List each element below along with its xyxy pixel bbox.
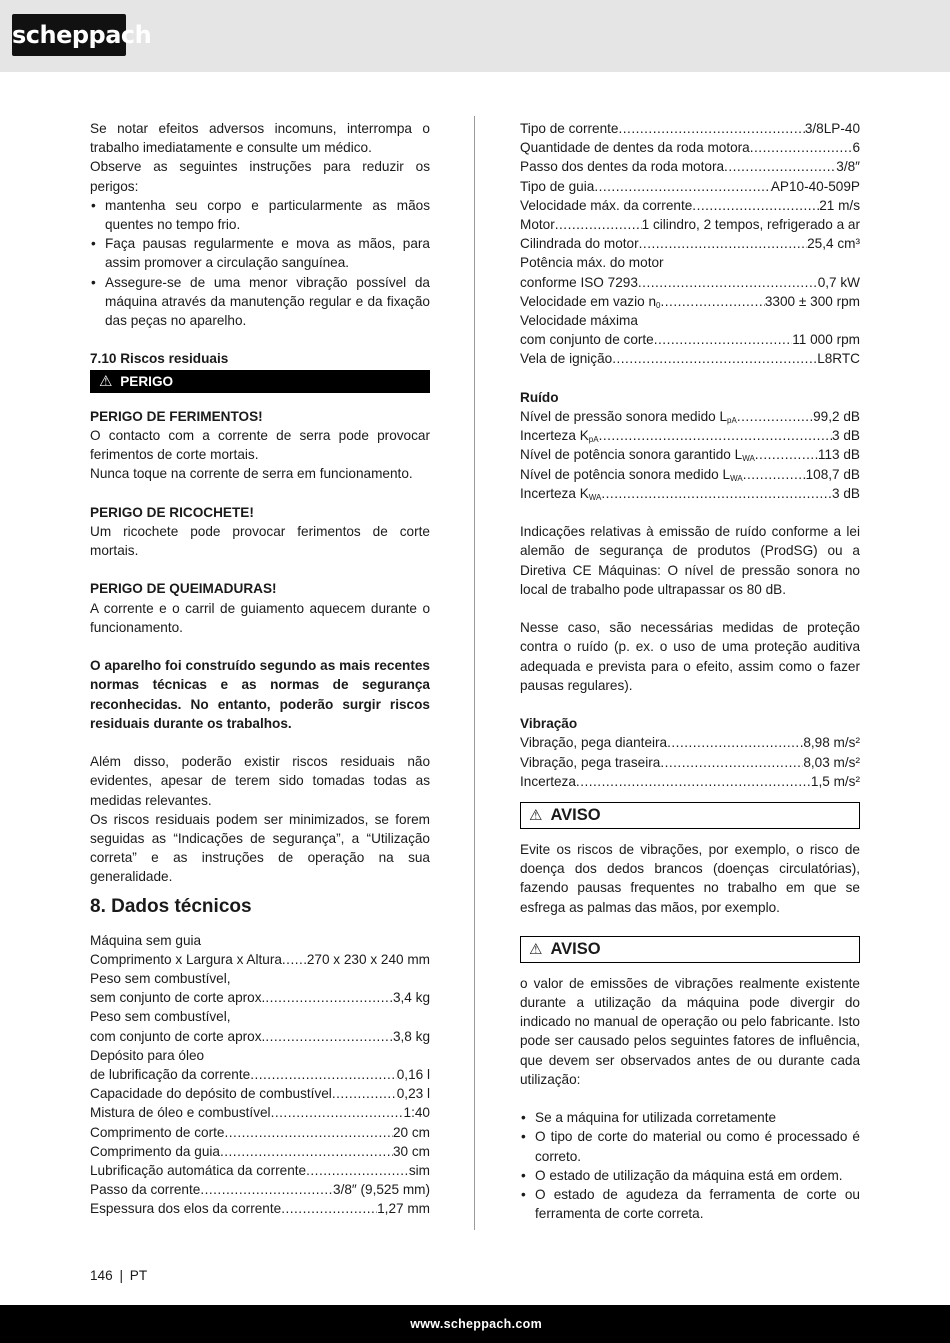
row-label: Nível de pressão sonora medido L xyxy=(520,409,728,425)
warning-label: AVISO xyxy=(550,939,601,958)
row-label: Motor xyxy=(520,217,555,233)
leader-dots xyxy=(224,1123,392,1142)
table-row xyxy=(90,1161,430,1180)
table-row xyxy=(520,157,860,176)
row-label: Incerteza xyxy=(520,773,576,789)
leader-dots xyxy=(639,234,807,253)
spec-table xyxy=(520,119,860,369)
leader-dots xyxy=(282,950,307,969)
warning-paragraph-1: Evite os riscos de vibrações, por exemplo, o risco de doença dos dedos brancos (doenças circulatórias), fazendo pausas frequentes no trabalho em que se esfrega as palmas das mãos, por exemplo. xyxy=(520,842,860,915)
row-value: sim xyxy=(408,1163,430,1179)
leader-dots xyxy=(612,349,817,368)
row-value: 21 m/s xyxy=(819,197,860,213)
noise-paragraph-2: Nesse caso, são necessárias medidas de proteção contra o ruído (p. ex. o uso de uma proteção auditiva adequada e prevista para o efeito, assim como o fazer pausas regulares). xyxy=(520,620,860,693)
row-label: Capacidade do depósito de combustível xyxy=(90,1086,332,1102)
row-value: 3/8″ (9,525 mm) xyxy=(333,1182,430,1198)
row-label: Depósito para óleo xyxy=(90,1047,205,1063)
row-label: Quantidade de dentes da roda motora xyxy=(520,140,750,156)
leader-dots xyxy=(306,1161,409,1180)
noise-heading: Ruído xyxy=(520,389,559,405)
row-value: 30 cm xyxy=(392,1143,430,1159)
row-label-subscript: pA xyxy=(588,435,599,445)
page-footer-label: 146 | PT xyxy=(90,1268,148,1283)
noise-table xyxy=(520,407,860,503)
table-row xyxy=(520,330,860,349)
table-row xyxy=(90,1065,430,1084)
table-row xyxy=(520,273,860,292)
danger-banner xyxy=(90,370,430,393)
table-row xyxy=(520,311,860,330)
row-label: Vibração, pega dianteira xyxy=(520,735,668,751)
row-label: Comprimento de corte xyxy=(90,1124,225,1140)
row-value: 3,4 kg xyxy=(392,990,430,1006)
page-number: 146 xyxy=(90,1268,113,1283)
table-row xyxy=(90,1084,430,1103)
residual-paragraph-1: Além disso, poderão existir riscos residuais não evidentes, apesar de terem sido tomadas todas as medidas relevantes. xyxy=(90,754,430,808)
burn-heading: PERIGO DE QUEIMADURAS! xyxy=(90,581,277,597)
injury-heading: PERIGO DE FERIMENTOS! xyxy=(90,408,263,424)
row-value: 8,03 m/s² xyxy=(803,754,860,770)
column-divider xyxy=(474,116,475,1230)
leader-dots xyxy=(638,273,818,292)
language-code: PT xyxy=(129,1268,148,1283)
row-value: 0,7 kW xyxy=(817,274,860,290)
row-label-subscript: WA xyxy=(742,454,755,464)
row-label: Velocidade máxima xyxy=(520,313,638,329)
row-label: Passo dos dentes da roda motora xyxy=(520,159,725,175)
row-label-subscript: WA xyxy=(730,473,743,483)
leader-dots xyxy=(601,484,832,503)
row-label: Comprimento x Largura x Altura xyxy=(90,951,282,967)
burn-paragraph: A corrente e o carril de guiamento aquecem durante o funcionamento. xyxy=(90,600,430,635)
row-value: 3/8LP-40 xyxy=(804,121,860,136)
list-item: • mantenha seu corpo e particularmente as mãos quentes no tempo frio. xyxy=(90,196,430,234)
row-value: 3,8 kg xyxy=(392,1028,430,1044)
row-label: Cilindrada do motor xyxy=(520,236,639,252)
table-row xyxy=(520,196,860,215)
row-label: Comprimento da guia xyxy=(90,1143,220,1159)
leader-dots xyxy=(755,445,818,464)
table-row xyxy=(520,234,860,253)
row-value: 108,7 dB xyxy=(805,466,860,482)
table-row xyxy=(520,349,860,368)
table-row xyxy=(90,1103,430,1122)
row-label: Vibração, pega traseira xyxy=(520,754,661,770)
table-row xyxy=(520,138,860,157)
row-label: Incerteza K xyxy=(520,485,589,501)
row-value: 113 dB xyxy=(817,447,860,463)
table-row xyxy=(520,292,860,311)
website-url: www.scheppach.com xyxy=(410,1317,542,1331)
row-label: com conjunto de corte aprox. xyxy=(90,1028,266,1044)
table-row xyxy=(520,426,860,445)
row-value: 20 cm xyxy=(392,1124,430,1140)
row-label: Incerteza K xyxy=(520,428,589,444)
row-label-subscript: WA xyxy=(588,492,602,502)
table-row xyxy=(90,1007,430,1026)
table-row xyxy=(90,1142,430,1161)
table-row xyxy=(520,484,860,503)
row-value: 0,16 l xyxy=(396,1067,430,1083)
kickback-heading: PERIGO DE RICOCHETE! xyxy=(90,504,254,520)
row-value: 99,2 dB xyxy=(813,409,860,425)
tech-subtitle: Máquina sem guia xyxy=(90,932,202,948)
row-label: Passo da corrente xyxy=(90,1182,201,1198)
table-row xyxy=(90,1123,430,1142)
table-row xyxy=(90,1180,430,1199)
row-value: 3/8″ xyxy=(836,159,860,175)
leader-dots xyxy=(743,465,806,484)
row-label: Tipo de corrente xyxy=(520,121,619,136)
residual-risks-heading: 7.10 Riscos residuais xyxy=(90,351,229,367)
intro-paragraph-2: Observe as seguintes instruções para reduzir os perigos: xyxy=(90,159,430,194)
leader-dots xyxy=(724,157,836,176)
row-value: 3 dB xyxy=(832,428,860,444)
row-label: Mistura de óleo e combustível xyxy=(90,1105,271,1121)
row-value: 3300 ± 300 rpm xyxy=(764,293,860,309)
leader-dots xyxy=(332,1084,397,1103)
row-label: Espessura dos elos da corrente xyxy=(90,1201,282,1217)
footer-bar xyxy=(0,1305,950,1343)
row-label: conforme ISO 7293 xyxy=(520,274,638,290)
row-label: Nível de potência sonora garantido L xyxy=(520,447,743,463)
vibration-table xyxy=(520,733,860,791)
noise-paragraph-1: Indicações relativas à emissão de ruído conforme a lei alemão de segurança de produtos (ProdSG) ou a Diretiva CE Máquinas: O nível de pressão sonora no local de trabalho pode ultrapassar os 80 dB. xyxy=(520,524,860,597)
table-row xyxy=(90,969,430,988)
header-bar xyxy=(0,0,950,72)
table-row xyxy=(90,1046,430,1065)
row-value: 0,23 l xyxy=(396,1086,430,1102)
tech-data-heading: 8. Dados técnicos xyxy=(90,895,252,917)
leader-dots xyxy=(281,1199,377,1218)
table-row xyxy=(520,733,860,752)
row-label: com conjunto de corte xyxy=(520,332,654,348)
injury-paragraph-2: Nunca toque na corrente de serra em funcionamento. xyxy=(90,466,413,482)
row-value: 270 x 230 x 240 mm xyxy=(306,951,430,967)
row-label: Peso sem combustível, xyxy=(90,1009,231,1025)
leader-dots xyxy=(660,753,803,772)
list-item: • O estado de utilização da máquina está em ordem. xyxy=(520,1166,860,1185)
leader-dots xyxy=(271,1103,404,1122)
row-label-subscript: 0 xyxy=(656,300,661,310)
row-value: L8RTC xyxy=(817,351,860,367)
leader-dots xyxy=(265,1027,393,1046)
table-row xyxy=(90,950,430,969)
leader-dots xyxy=(618,119,804,138)
list-item: • O tipo de corte do material ou como é processado é correto. xyxy=(520,1127,860,1165)
left-column xyxy=(90,119,430,1219)
warning-label: AVISO xyxy=(550,806,601,825)
leader-dots xyxy=(654,330,792,349)
table-row xyxy=(90,1199,430,1218)
warning-paragraph-2: o valor de emissões de vibrações realmente existente durante a utilização da máquina pode divergir do indicado no manual de operação ou pelo fabricante. Isto pode ser causado pelos seguintes fatores de influência, que devem ser observados antes de ou durante cada utilização: xyxy=(520,975,860,1087)
row-value: 11 000 rpm xyxy=(792,332,860,348)
warning-triangle-icon: ⚠ xyxy=(99,372,113,390)
row-value: 25,4 cm³ xyxy=(807,236,860,252)
leader-dots xyxy=(250,1065,397,1084)
warning-triangle-icon: ⚠ xyxy=(529,807,543,825)
leader-dots xyxy=(599,426,832,445)
row-value: 1:40 xyxy=(403,1105,430,1121)
leader-dots xyxy=(265,988,393,1007)
table-row xyxy=(520,772,860,791)
row-value: 1 cilindro, 2 tempos, refrigerado a ar xyxy=(641,217,860,233)
row-value: AP10-40-509P xyxy=(770,178,860,194)
leader-dots xyxy=(667,733,803,752)
table-row xyxy=(520,465,860,484)
intro-paragraph-1: Se notar efeitos adversos incomuns, interrompa o trabalho imediatamente e consulte um médico. xyxy=(90,121,430,156)
list-item: • Assegure-se de uma menor vibração possível da máquina através da manutenção regular e da fixação das peças no aparelho. xyxy=(90,273,430,331)
table-row xyxy=(520,215,860,234)
row-label: Velocidade máx. da corrente xyxy=(520,197,693,213)
table-row xyxy=(520,119,860,138)
warning-box-2 xyxy=(520,936,860,963)
row-value: 1,5 m/s² xyxy=(810,773,860,789)
leader-dots xyxy=(737,407,813,426)
table-row xyxy=(90,1027,430,1046)
right-column xyxy=(520,119,860,1223)
table-row xyxy=(90,988,430,1007)
danger-label: PERIGO xyxy=(120,373,174,389)
leader-dots xyxy=(200,1180,333,1199)
table-row xyxy=(520,253,860,272)
warning-triangle-icon: ⚠ xyxy=(529,940,543,958)
vibration-heading: Vibração xyxy=(520,716,578,732)
table-row xyxy=(520,177,860,196)
row-label: Velocidade em vazio n xyxy=(520,293,657,309)
intro-bullet-list xyxy=(90,196,430,330)
standards-paragraph: O aparelho foi construído segundo as mais recentes normas técnicas e as normas de segurança reconhecidas. No entanto, poderão surgir riscos residuais durante os trabalhos. xyxy=(90,658,430,731)
kickback-paragraph: Um ricochete pode provocar ferimentos de corte mortais. xyxy=(90,523,430,559)
table-row xyxy=(520,407,860,426)
brand-logo: scheppach xyxy=(12,14,126,56)
list-item: • Faça pausas regularmente e mova as mãos, para assim promover a circulação sanguínea. xyxy=(90,234,430,272)
row-label: Tipo de guia xyxy=(520,178,595,194)
injury-paragraph-1: O contacto com a corrente de serra pode provocar ferimentos de corte mortais. xyxy=(90,427,430,463)
table-row xyxy=(520,753,860,772)
row-label: Lubrificação automática da corrente xyxy=(90,1163,307,1179)
leader-dots xyxy=(594,177,770,196)
row-value: 1,27 mm xyxy=(377,1201,430,1217)
row-label-subscript: pA xyxy=(727,416,737,426)
row-label: Nível de potência sonora medido L xyxy=(520,466,731,482)
residual-paragraph-2: Os riscos residuais podem ser minimizados, se forem seguidas as “Indicações de segurança”, a “Utilização correta” e as instruções de operação na sua generalidade. xyxy=(90,811,430,885)
row-label: de lubrificação da corrente xyxy=(90,1067,251,1083)
row-value: 3 dB xyxy=(832,485,860,501)
tech-data-table xyxy=(90,950,430,1219)
row-label: sem conjunto de corte aprox. xyxy=(90,990,266,1006)
row-label: Potência máx. do motor xyxy=(520,255,664,271)
row-value: 6 xyxy=(852,140,860,156)
list-item: • O estado de agudeza da ferramenta de corte ou ferramenta de corte correta. xyxy=(520,1185,860,1223)
leader-dots xyxy=(555,215,642,234)
row-value: 8,98 m/s² xyxy=(803,735,860,751)
leader-dots xyxy=(750,138,853,157)
leader-dots xyxy=(660,292,764,311)
table-row xyxy=(520,445,860,464)
list-item: • Se a máquina for utilizada corretamente xyxy=(520,1108,860,1127)
warning-box-1 xyxy=(520,802,860,829)
leader-dots xyxy=(692,196,819,215)
leader-dots xyxy=(220,1142,393,1161)
leader-dots xyxy=(576,772,811,791)
row-label: Vela de ignição xyxy=(520,351,613,367)
factor-bullet-list xyxy=(520,1108,860,1223)
row-label: Peso sem combustível, xyxy=(90,971,231,987)
